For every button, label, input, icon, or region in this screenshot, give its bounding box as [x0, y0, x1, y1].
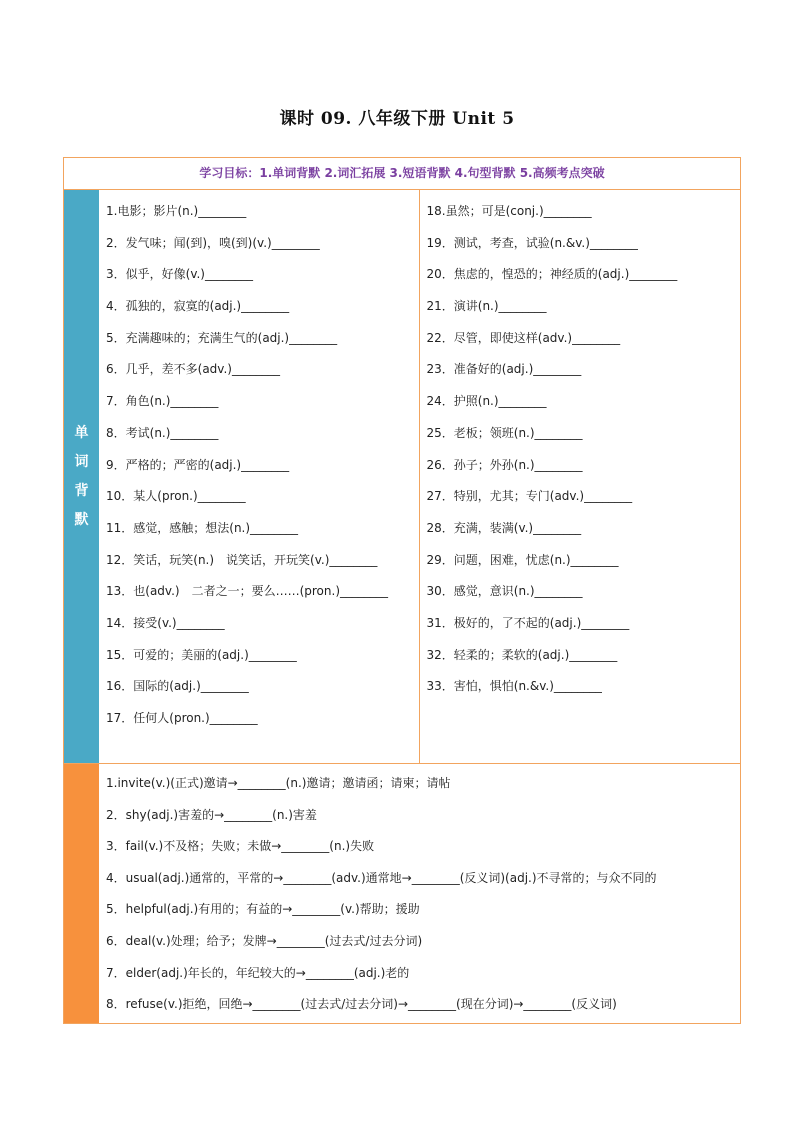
- vocab-item: 10．某人(pron.)________: [106, 489, 246, 504]
- vocab-item: 19．测试，考查，试验(n.&v.)________: [426, 235, 638, 250]
- vocab-item: 28．充满，装满(v.)________: [426, 520, 582, 535]
- vocab-item: 5．充满趣味的；充满生气的(adj.)________: [106, 330, 338, 345]
- vocab-item: 3．似乎，好像(v.)________: [106, 267, 253, 282]
- vocab-item: 4．孤独的，寂寞的(adj.)________: [106, 299, 290, 314]
- vocab-item: 6．几乎，差不多(adv.)________: [106, 362, 280, 377]
- vocab-item: 11．感觉，感触；想法(n.)________: [106, 520, 299, 535]
- learning-goals: 学习目标：1.单词背默 2.词汇拓展 3.短语背默 4.句型背默 5.高频考点突破: [64, 158, 740, 190]
- derivation-item: 2．shy(adj.)害羞的→________(n.)害羞: [106, 807, 317, 822]
- side-char: 单: [74, 424, 89, 441]
- page-title: 课时 09. 八年级下册 Unit 5: [279, 109, 515, 129]
- vocab-item: 20．焦虑的，惶恐的；神经质的(adj.)________: [426, 267, 678, 282]
- derivation-side-label: [64, 764, 99, 1023]
- vocab-section: [64, 190, 740, 764]
- vocab-item: 12．笑话，玩笑(n.) 说笑话，开玩笑(v.)________: [106, 552, 378, 567]
- vocab-item: 18.虽然；可是(conj.)________: [426, 204, 592, 218]
- vocab-right-column: [420, 190, 741, 763]
- vocab-item: 33．害怕，惧怕(n.&v.)________: [426, 679, 602, 694]
- vocab-item: 29．问题，困难，忧虑(n.)________: [426, 552, 619, 567]
- vocab-item: 22．尽管，即使这样(adv.)________: [426, 330, 621, 345]
- vocab-item: 21．演讲(n.)________: [426, 299, 547, 314]
- vocab-item: 9．严格的；严密的(adj.)________: [106, 457, 290, 472]
- vocab-item: 32．轻柔的；柔软的(adj.)________: [426, 647, 618, 662]
- vocab-item: 15．可爱的；美丽的(adj.)________: [106, 647, 297, 662]
- vocab-item: 13．也(adv.) 二者之一；要么……(pron.)________: [106, 584, 389, 599]
- derivation-item: 1.invite(v.)(正式)邀请→________(n.)邀请；邀请函；请柬；请帖: [106, 776, 451, 790]
- derivation-item: 5．helpful(adj.)有用的；有益的→________(v.)帮助；援助: [106, 902, 420, 917]
- vocab-item: 24．护照(n.)________: [426, 394, 547, 409]
- derivation-section: [64, 764, 740, 1023]
- vocab-item: 31．极好的，了不起的(adj.)________: [426, 615, 630, 630]
- vocab-item: 16．国际的(adj.)________: [106, 679, 249, 694]
- side-char: 词: [74, 453, 89, 470]
- derivation-item: 8．refuse(v.)拒绝，回绝→________(过去式/过去分词)→________(现在分词)→________(反义词): [106, 997, 617, 1012]
- vocab-item: 30．感觉，意识(n.)________: [426, 584, 583, 599]
- derivation-item: 6．deal(v.)处理；给予；发牌→________(过去式/过去分词): [106, 933, 423, 948]
- derivation-item: 3．fail(v.)不及格；失败；未做→________(n.)失败: [106, 839, 375, 854]
- vocab-item: 14．接受(v.)________: [106, 615, 225, 630]
- worksheet-table: [63, 157, 741, 1024]
- vocab-item: 7．角色(n.)________: [106, 394, 219, 409]
- vocab-item: 26．孙子；外孙(n.)________: [426, 457, 583, 472]
- vocab-item: 23．准备好的(adj.)________: [426, 362, 582, 377]
- derivation-item: 4．usual(adj.)通常的，平常的→________(adv.)通常地→________(反义词)(adj.)不寻常的；与众不同的: [106, 870, 657, 885]
- side-char: 默: [74, 511, 89, 528]
- side-char: 背: [74, 482, 89, 499]
- vocab-item: 17．任何人(pron.)________: [106, 711, 258, 725]
- derivation-item: 7．elder(adj.)年长的，年纪较大的→________(adj.)老的: [106, 965, 410, 980]
- derivation-list: [99, 764, 740, 1023]
- vocab-item: 8．考试(n.)________: [106, 425, 219, 440]
- vocab-item: 1.电影；影片(n.)________: [106, 204, 247, 218]
- vocab-item: 2．发气味；闻(到)，嗅(到)(v.)________: [106, 235, 320, 250]
- vocab-side-label: [64, 190, 99, 763]
- vocab-item: 25．老板；领班(n.)________: [426, 425, 583, 440]
- vocab-left-column: [99, 190, 420, 763]
- vocab-item: 27．特别，尤其；专门(adv.)________: [426, 489, 633, 504]
